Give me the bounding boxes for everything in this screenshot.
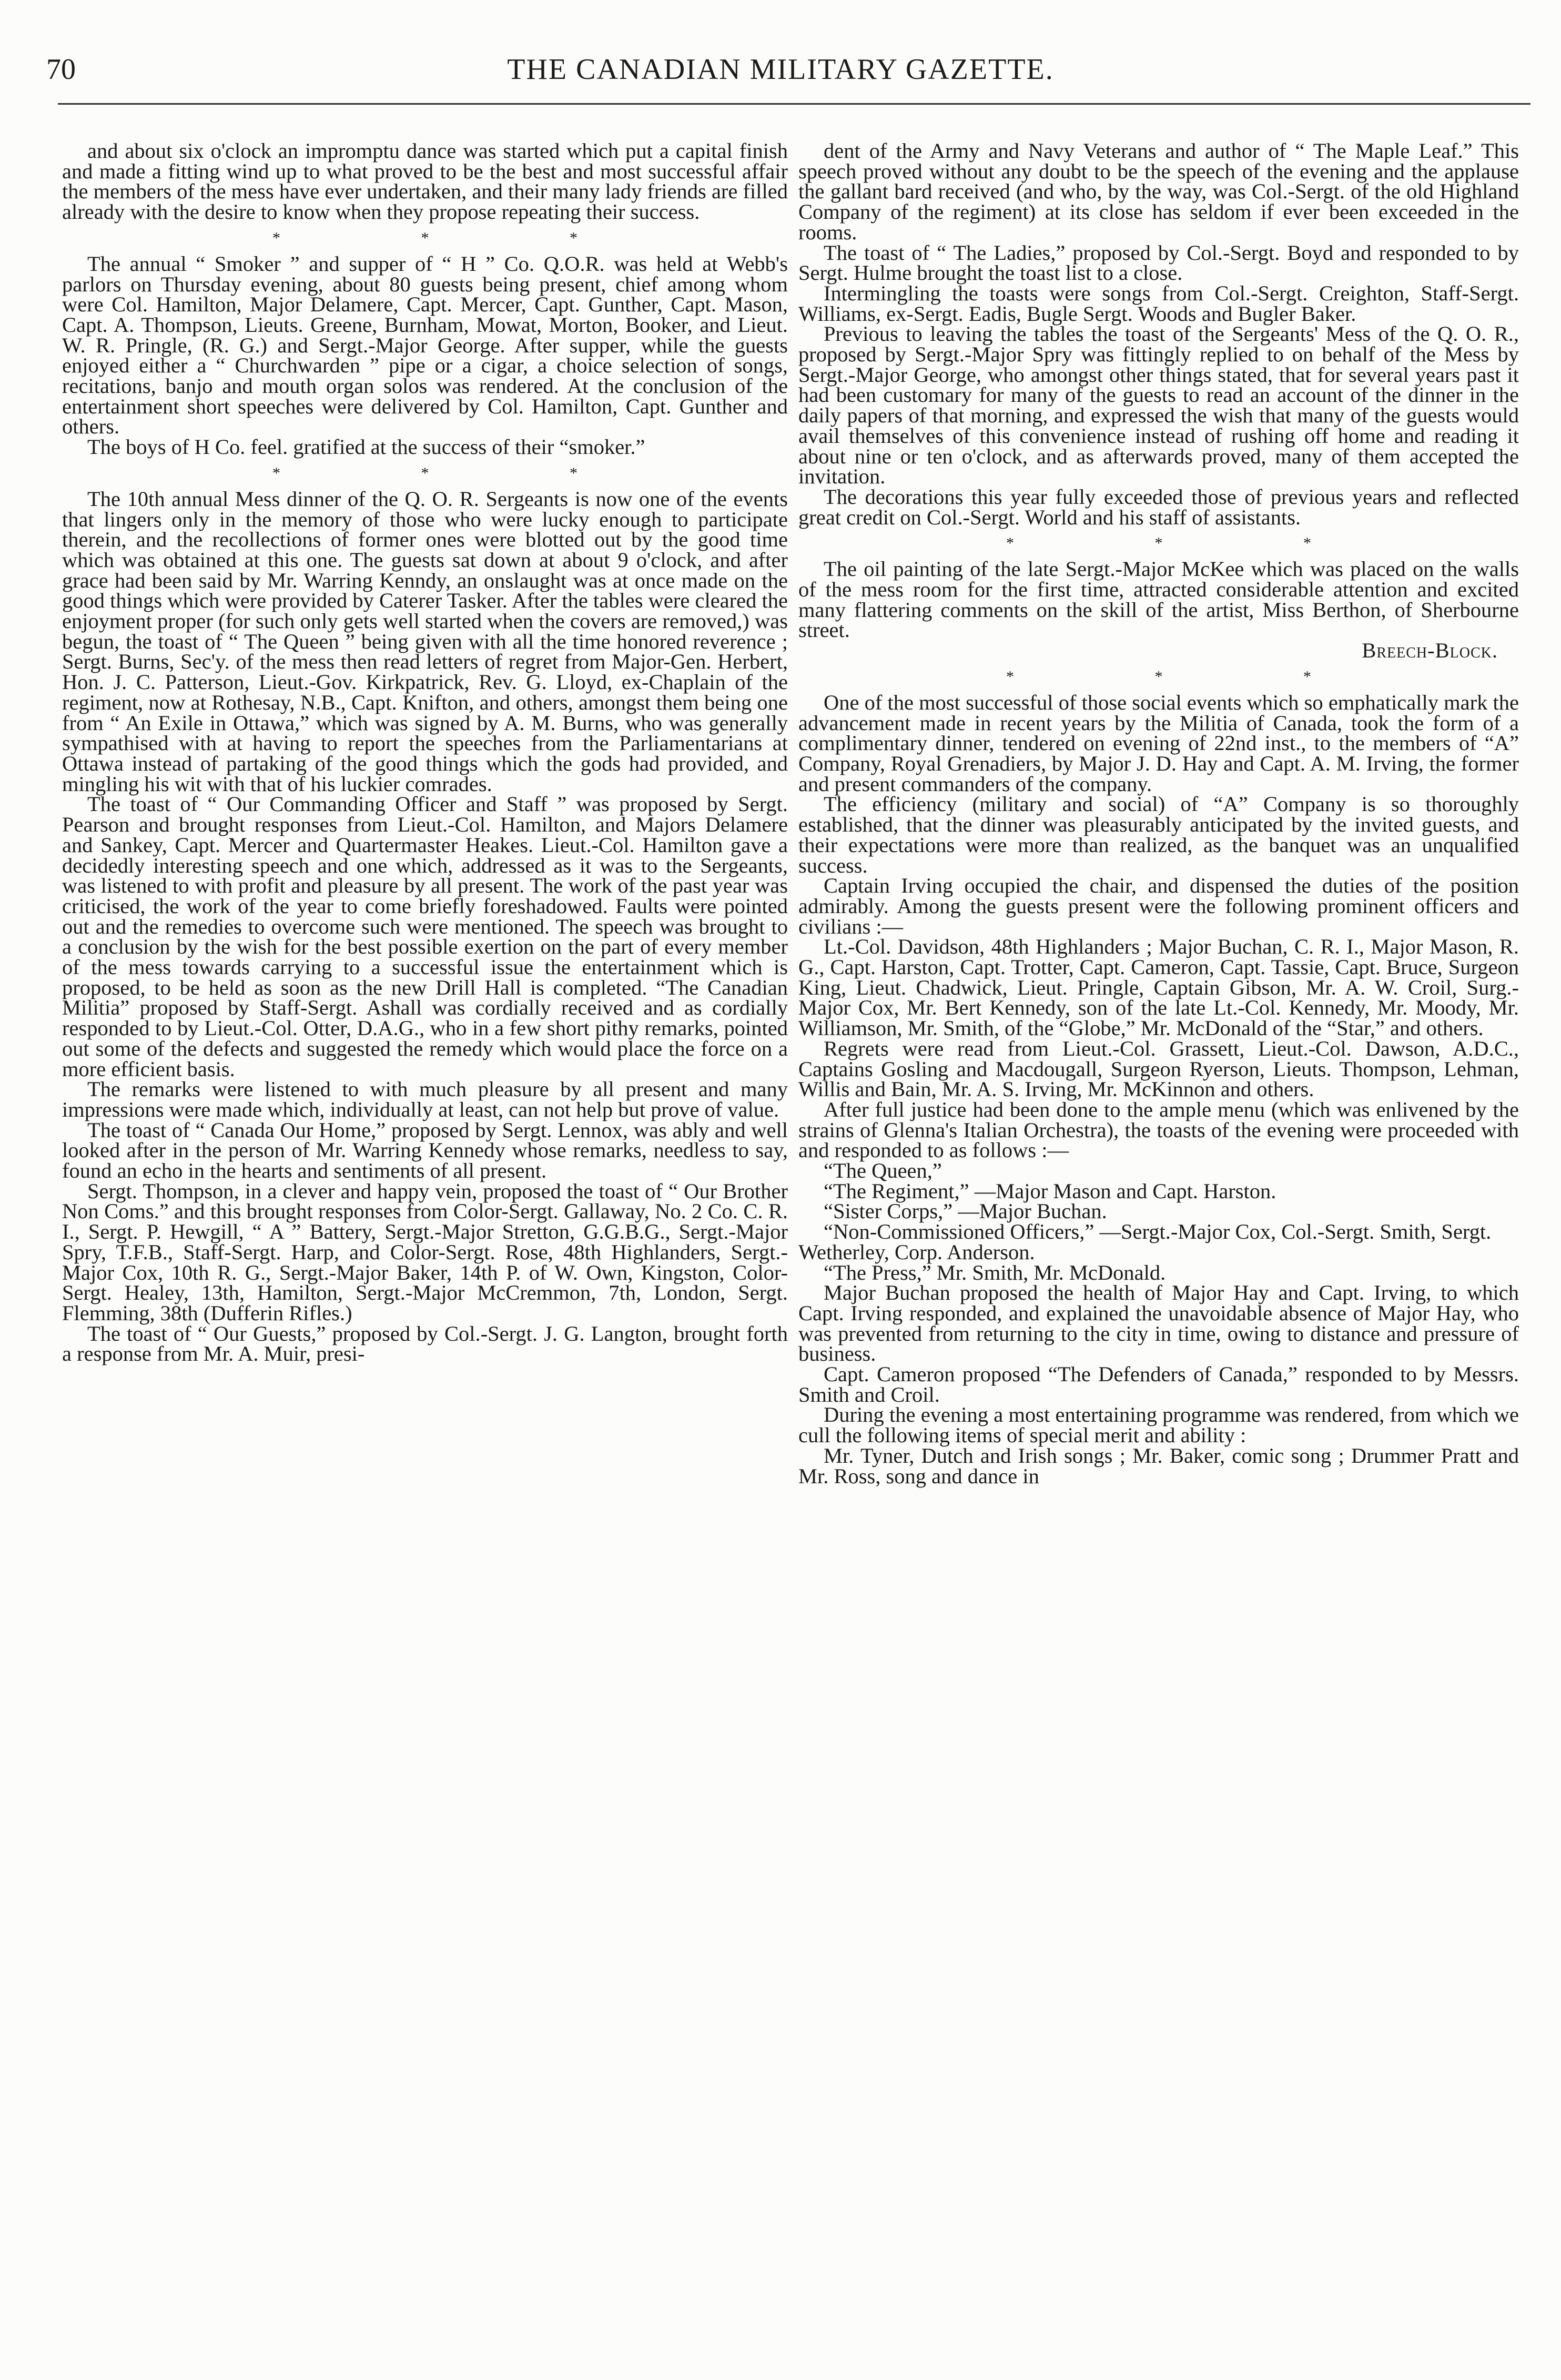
section-separator: * * * — [272, 229, 646, 247]
toast-item: “The Queen,” — [824, 1159, 942, 1183]
toast-item: “Sister Corps,” —Major Buchan. — [824, 1199, 1107, 1223]
running-title: THE CANADIAN MILITARY GAZETTE. — [507, 53, 1054, 86]
article-paragraph: The toast of “ The Ladies,” proposed by Col.-Sergt. Boyd and responded to by Sergt. Hulme brought the toast list to a close. — [798, 240, 1519, 285]
right-column — [798, 141, 1519, 2366]
article-paragraph: Captain Irving occupied the chair, and dispensed the duties of the position admirably. Among the guests present were the following prominent officers and civilians :— — [798, 874, 1519, 938]
article-paragraph: The boys of H Co. feel. gratified at the success of their “smoker.” — [87, 435, 645, 459]
article-paragraph: The oil painting of the late Sergt.-Major McKee which was placed on the walls of the mess room for the first time, attracted considerable attention and excited many flattering comments on the skill of the artist, Miss Berthon, of Sherbourne street. — [798, 557, 1519, 642]
article-paragraph: The efficiency (military and social) of “A” Company is so thoroughly established, that the dinner was pleasurably anticipated by the invited guests, and their expectations were more than realized, as the banquet was an unqualified success. — [798, 792, 1519, 877]
article-paragraph: Regrets were read from Lieut.-Col. Grassett, Lieut.-Col. Dawson, A.D.C., Captains Gosling and Macdougall, Surgeon Ryerson, Lieuts. Thompson, Lehman, Willis and Bain, Mr. A. S. Irving, Mr. McKinnon and others. — [798, 1036, 1519, 1101]
article-paragraph: Lt.-Col. Davidson, 48th Highlanders ; Major Buchan, C. R. I., Major Mason, R. G., Capt. Harston, Capt. Trotter, Capt. Cameron, Capt. Tassie, Capt. Bruce, Surgeon King, Lieut. Chadwick, Lieut. Pringle, Captain Gibson, Mr. A. W. Croil, Surg.-Major Cox, Mr. Bert Kennedy, son of the late Lt.-Col. Kennedy, Mr. Moody, Mr. Williamson, Mr. Smith, of the “Globe,” Mr. McDonald of the “Star,” and others. — [798, 935, 1519, 1040]
article-paragraph: Major Buchan proposed the health of Major Hay and Capt. Irving, to which Capt. Irving responded, and explained the unavoidable absence of Major Hay, who was prevented from returning to the city in time, owing to distance and pressure of business. — [798, 1281, 1519, 1366]
article-paragraph: After full justice had been done to the ample menu (which was enlivened by the strains of Glenna's Italian Orchestra), the toasts of the evening were proceeded with and responded to as follows :— — [798, 1097, 1519, 1162]
author-signature: Breech-Block. — [1362, 639, 1498, 663]
page-number: 70 — [46, 53, 76, 86]
article-paragraph: The toast of “ Our Guests,” proposed by Col.-Sergt. J. G. Langton, brought forth a response from Mr. A. Muir, presi- — [62, 1321, 788, 1366]
article-paragraph: The decorations this year fully exceeded those of previous years and reflected great credit on Col.-Sergt. World and his staff of assistants. — [798, 484, 1519, 529]
left-column — [62, 141, 788, 2366]
toast-item: “The Regiment,” —Major Mason and Capt. Harston. — [824, 1179, 1276, 1203]
article-paragraph: Capt. Cameron proposed “The Defenders of Canada,” responded to by Messrs. Smith and Croil. — [798, 1362, 1519, 1406]
section-separator: * * * — [272, 464, 646, 482]
article-paragraph: The remarks were listened to with much pleasure by all present and many impressions were made which, individually at least, can not help but prove of value. — [62, 1077, 788, 1121]
article-paragraph: and about six o'clock an impromptu dance was started which put a capital finish and made a fitting wind up to what proved to be the best and most successful affair the members of the mess have ever undertaken, and their many lady friends are filled already with the desire to know when they propose repeating their success. — [62, 141, 788, 224]
article-paragraph: One of the most successful of those social events which so emphatically mark the advancement made in recent years by the Militia of Canada, took the form of a complimentary dinner, tendered on evening of 22nd inst., to the members of “A” Company, Royal Grenadiers, by Major J. D. Hay and Capt. A. M. Irving, the former and present commanders of the company. — [798, 690, 1519, 796]
page-header — [0, 48, 1561, 106]
article-paragraph: Previous to leaving the tables the toast of the Sergeants' Mess of the Q. O. R., proposed by Sergt.-Major Spry was fittingly replied to on behalf of the Mess by Sergt.-Major George, who amongst other things stated, that for several years past it had been customary for many of the guests to read an account of the dinner in the daily papers of that morning, and expressed the wish that many of the guests would avail themselves of this convenience instead of rushing off home and reading it about nine or ten o'clock, and as afterwards proved, many of them accepted the invitation. — [798, 322, 1519, 489]
article-paragraph: The 10th annual Mess dinner of the Q. O. R. Sergeants is now one of the events that lingers only in the memory of those who were lucky enough to participate therein, and the recollections of former ones were blotted out by the good time which was obtained at this one. The guests sat down at about 9 o'clock, and after grace had been said by Mr. Warring Kenndy, an onslaught was at once made on the good things which were provided by Caterer Tasker. After the tables were cleared the enjoyment proper (for such only gets well started when the covers are removed,) was begun, the toast of “ The Queen ” being given with all the time honored reverence ; Sergt. Burns, Sec'y. of the mess then read letters of regret from Major-Gen. Herbert, Hon. J. C. Patterson, Lieut.-Gov. Kirkpatrick, Rev. G. Lloyd, ex-Chaplain of the regiment, now at Rothesay, N.B., Capt. Knifton, and others, amongst them being one from “ An Exile in Ottawa,” which was signed by A. M. Burns, who was generally sympathised with at having to report the speeches from the Parliamentarians at Ottawa instead of partaking of the good things which the gods had provided, and mingling his wit with that of his luckier comrades. — [62, 487, 788, 796]
article-paragraph: The toast of “ Our Commanding Officer and Staff ” was proposed by Sergt. Pearson and brought responses from Lieut.-Col. Hamilton, and Majors Delamere and Sankey, Capt. Mercer and Quartermaster Heakes. Lieut.-Col. Hamilton gave a decidedly interesting speech and one which, addressed as it was to the Sergeants, was listened to with profit and pleasure by all present. The work of the past year was criticised, the work of the year to come briefly foreshadowed. Faults were pointed out and the remedies to overcome such were mentioned. The speech was brought to a conclusion by the wish for the best possible exertion on the part of every member of the mess towards carrying to a successful issue the entertainment which is proposed, to be held as soon as the new Drill Hall is completed. “The Canadian Militia” proposed by Staff-Sergt. Ashall was cordially received and as cordially responded to by Lieut.-Col. Otter, D.A.G., who in a few short pithy remarks, pointed out some of the defects and suggested the remedy which would place the force on a more efficient basis. — [62, 792, 788, 1081]
article-paragraph: Mr. Tyner, Dutch and Irish songs ; Mr. Baker, comic song ; Drummer Pratt and Mr. Ross, song and dance in — [798, 1443, 1519, 1488]
article-paragraph: Intermingling the toasts were songs from Col.-Sergt. Creighton, Staff-Sergt. Williams, ex-Sergt. Eadis, Bugle Sergt. Woods and Bugler Baker. — [798, 281, 1519, 326]
header-rule — [58, 103, 1530, 105]
toast-item: “Non-Commissioned Officers,” —Sergt.-Major Cox, Col.-Sergt. Smith, Sergt. Wetherley, Corp. Anderson. — [798, 1220, 1492, 1264]
article-paragraph: During the evening a most entertaining programme was rendered, from which we cull the following items of special merit and ability : — [798, 1403, 1519, 1447]
article-paragraph: The toast of “ Canada Our Home,” proposed by Sergt. Lennox, was ably and well looked after in the person of Mr. Warring Kennedy whose remarks, needless to say, found an echo in the hearts and sentiments of all present. — [62, 1118, 788, 1183]
section-separator: * * * — [1006, 534, 1380, 552]
article-paragraph: The annual “ Smoker ” and supper of “ H ” Co. Q.O.R. was held at Webb's parlors on Thursday evening, about 80 guests being present, chief among whom were Col. Hamilton, Major Delamere, Capt. Mercer, Capt. Gunther, Capt. Mason, Capt. A. Thompson, Lieuts. Greene, Burnham, Mowat, Morton, Booker, and Lieut. W. R. Pringle, (R. G.) and Sergt.-Major George. After supper, while the guests enjoyed either a “ Churchwarden ” pipe or a cigar, a choice selection of songs, recitations, banjo and mouth organ solos was rendered. At the conclusion of the entertainment short speeches were delivered by Col. Hamilton, Capt. Gunther and others. — [62, 251, 788, 439]
article-paragraph: dent of the Army and Navy Veterans and author of “ The Maple Leaf.” This speech proved without any doubt to be the speech of the evening and the applause the gallant bard received (and who, by the way, was Col.-Sergt. of the old Highland Company of the regiment) at its close has seldom if ever been exceeded in the rooms. — [798, 141, 1519, 244]
toast-item: “The Press,” Mr. Smith, Mr. McDonald. — [824, 1260, 1166, 1284]
article-paragraph: Sergt. Thompson, in a clever and happy vein, proposed the toast of “ Our Brother Non Coms.” and this brought responses from Color-Sergt. Gallaway, No. 2 Co. C. R. I., Sergt. P. Hewgill, “ A ” Battery, Sergt.-Major Stretton, G.G.B.G., Sergt.-Major Spry, T.F.B., Staff-Sergt. Harp, and Color-Sergt. Rose, 48th Highlanders, Sergt.-Major Cox, 10th R. G., Sergt.-Major Baker, 14th P. of W. Own, Kingston, Color-Sergt. Healey, 13th, Hamilton, Sergt.-Major McCremmon, 7th, London, Sergt. Flemming, 38th (Dufferin Rifles.) — [62, 1179, 788, 1325]
section-separator: * * * — [1006, 667, 1380, 685]
